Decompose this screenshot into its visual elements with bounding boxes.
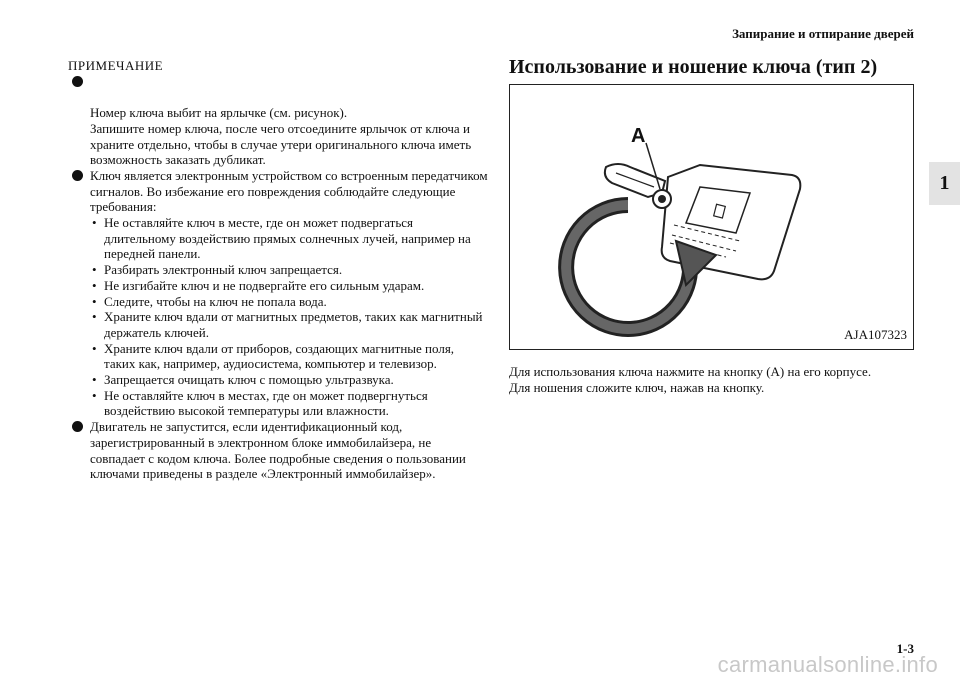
note-block bbox=[68, 58, 488, 482]
note-bullet-electronic bbox=[68, 168, 488, 419]
list-item: • Храните ключ вдали от магнитных предметов, таких как магнитный держатель ключей. bbox=[90, 309, 488, 340]
section-title: Использование и ношение ключа (тип 2) bbox=[509, 56, 878, 78]
page-header-title: Запирание и отпирание дверей bbox=[732, 26, 914, 41]
figure-label-a: A bbox=[631, 125, 646, 147]
list-item: • Не оставляйте ключ в местах, где он может подвергнуться воздействию высокой температуры или влажности. bbox=[90, 388, 488, 419]
note-bullet-text: Двигатель не запустится, если идентификационный код, зарегистрированный в электронном блоке иммобилайзера, не совпадает с кодом ключа. Более подробные сведения о пользовании ключами приведены в разделе «Электронный иммобилайзер». bbox=[90, 419, 466, 482]
folding-key-illustration bbox=[510, 85, 912, 348]
watermark: carmanualsonline.info bbox=[717, 652, 938, 677]
list-item: • Запрещается очищать ключ с помощью ультразвука. bbox=[90, 372, 488, 388]
list-item: • Храните ключ вдали от приборов, создающих магнитные поля, таких как, например, аудиосистема, компьютер и телевизор. bbox=[90, 341, 488, 372]
key-figure bbox=[509, 84, 914, 350]
note-bullet-immobilizer bbox=[68, 419, 488, 482]
figure-code: AJA107323 bbox=[844, 327, 907, 342]
section-header bbox=[509, 54, 919, 80]
chapter-tab: 1 bbox=[929, 162, 960, 205]
usage-line: Для использования ключа нажмите на кнопку (A) на его корпусе. bbox=[509, 364, 872, 379]
note-label: ПРИМЕЧАНИЕ bbox=[68, 58, 164, 73]
list-item: • Следите, чтобы на ключ не попала вода. bbox=[90, 294, 488, 310]
carry-line: Для ношения сложите ключ, нажав на кнопку. bbox=[509, 379, 765, 395]
page-number: 1-3 bbox=[896, 641, 914, 656]
note-bullet-key-number bbox=[68, 74, 488, 168]
bullet-dot-icon bbox=[72, 170, 83, 181]
requirements-list bbox=[90, 215, 488, 419]
list-item: • Разбирать электронный ключ запрещается. bbox=[90, 262, 488, 278]
release-button-center bbox=[658, 195, 666, 203]
bullet-dot-icon bbox=[72, 76, 83, 87]
list-item: • Не изгибайте ключ и не подвергайте его сильным ударам. bbox=[90, 278, 488, 294]
bullet-dot-icon bbox=[72, 421, 83, 432]
usage-text bbox=[509, 364, 919, 395]
note-bullet-text: Ключ является электронным устройством со встроенным передатчиком сигналов. Во избежание его повреждения соблюдайте следующие требования: bbox=[90, 167, 488, 215]
list-item: • Не оставляйте ключ в месте, где он может подвергаться длительному воздействию прямых солнечных лучей, например на передней панели. bbox=[90, 215, 488, 262]
note-bullet-text: Номер ключа выбит на ярлычке (см. рисунок). Запишите номер ключа, после чего отсоедините ярлычок от ключа и храните отдельно, чтобы в случае утери оригинального ключа иметь возможность заказать дубликат. bbox=[90, 105, 472, 168]
